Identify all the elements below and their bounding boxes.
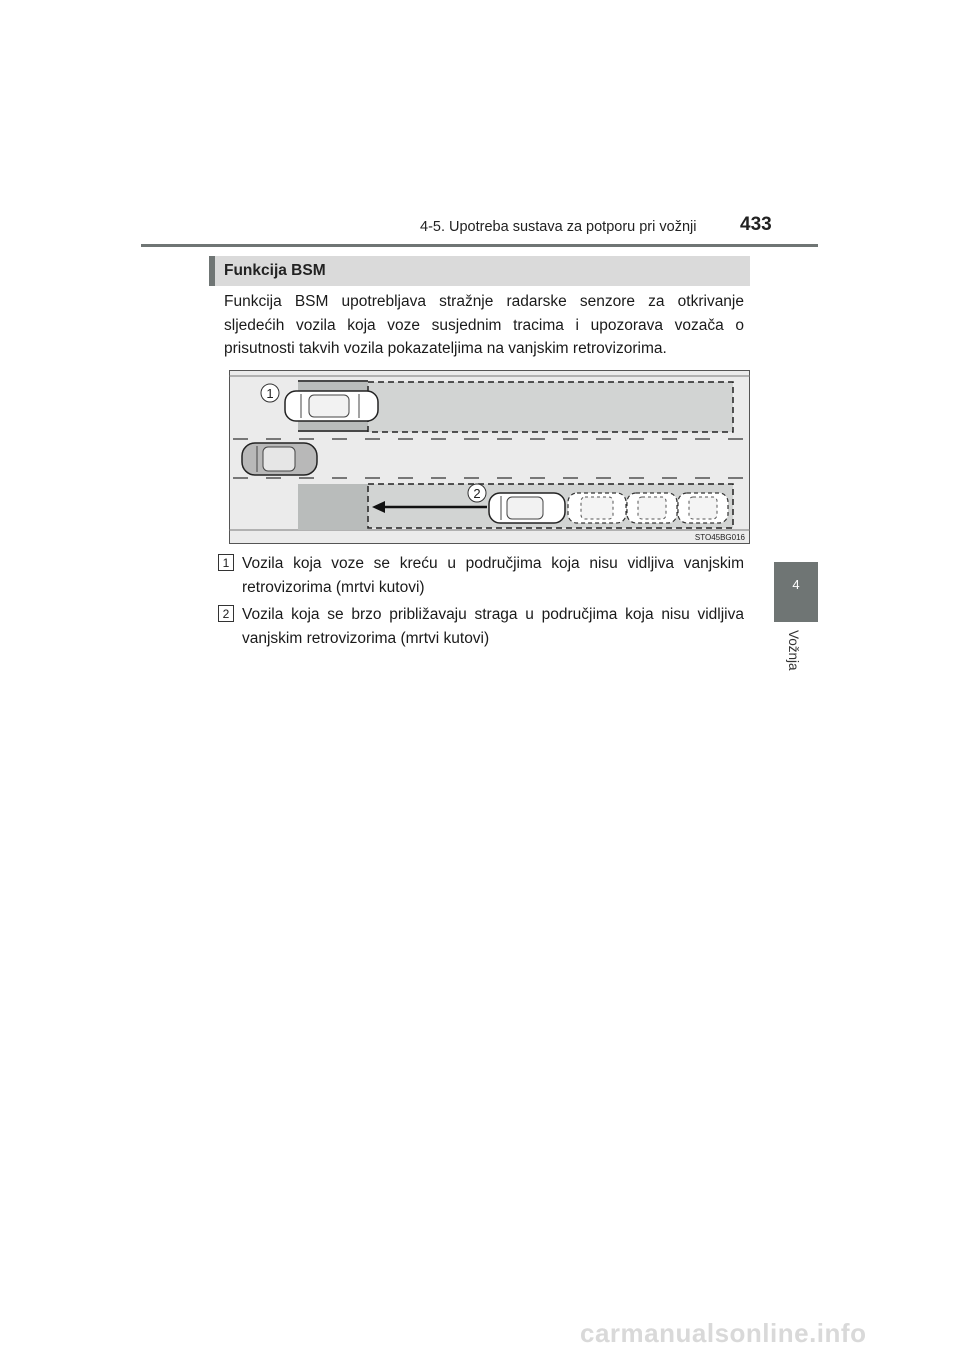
callout-1-label: 1 — [266, 386, 274, 401]
item-marker: 2 — [218, 605, 234, 622]
car-icon — [568, 493, 626, 523]
callout-2-label: 2 — [473, 486, 481, 501]
car-icon — [242, 443, 317, 475]
list-item — [218, 552, 744, 599]
callout-2 — [468, 484, 486, 502]
figure-code: STO45BG016 — [694, 533, 745, 542]
list-item — [218, 603, 744, 650]
car-icon — [489, 493, 565, 523]
page-number: 433 — [740, 214, 772, 235]
chapter-tab-number: 4 — [792, 577, 800, 592]
intro-paragraph: Funkcija BSM upotrebljava stražnje radarske senzore za otkrivanje sljedećih vozila koja voze susjednim tracima i upozorava vozača o prisutnosti takvih vozila pokazateljima na vanjskim retrovizorima. — [224, 293, 744, 357]
bsm-diagram — [229, 370, 750, 544]
section-heading: Funkcija BSM — [224, 262, 326, 279]
chapter-tab — [774, 562, 818, 622]
item-text: Vozila koja voze se kreću u područjima koja nisu vidljiva vanjskim retrovizorima (mrtvi kutovi) — [242, 555, 744, 596]
callout-1 — [261, 384, 279, 402]
header-divider — [141, 244, 818, 247]
car-icon — [678, 493, 728, 523]
chapter-tab-label: Vožnja — [786, 630, 801, 671]
watermark-footer: carmanualsonline.info — [580, 1318, 867, 1348]
section-heading-accent — [209, 256, 215, 286]
header-section-title: 4-5. Upotreba sustava za potporu pri vožnji — [420, 219, 697, 235]
car-icon — [627, 493, 677, 523]
car-icon — [285, 391, 378, 421]
item-text: Vozila koja se brzo približavaju straga u područjima koja nisu vidljiva vanjskim retrovizorima (mrtvi kutovi) — [242, 606, 744, 647]
item-marker: 1 — [218, 554, 234, 571]
